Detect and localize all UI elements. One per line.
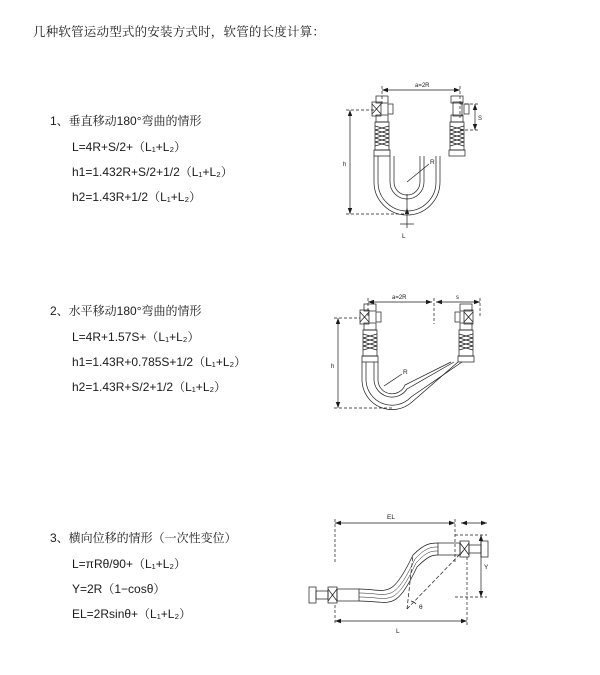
svg-text:S: S: [478, 116, 483, 122]
horizontal-180-bend-diagram: [312, 288, 497, 448]
section-horizontal-180: [50, 302, 246, 403]
svg-text:L: L: [396, 628, 400, 635]
lateral-offset-diagram: [295, 505, 505, 640]
formula-line: h1=1.43R+0.785S+1/2（L₁+L₂）: [72, 355, 247, 369]
formula-line: L=4R+S/2+（L₁+L₂）: [72, 140, 187, 154]
section-title: 1、垂直移动180°弯曲的情形: [50, 114, 202, 128]
svg-text:L: L: [402, 233, 406, 240]
formula-line: EL=2Rsinθ+（L₁+L₂）: [72, 607, 192, 621]
section-lateral-offset: [50, 529, 237, 630]
svg-text:Y: Y: [484, 564, 489, 571]
formula-line: Y=2R（1−cosθ）: [72, 582, 166, 596]
svg-text:R: R: [403, 369, 408, 376]
formula-line: L=4R+1.57S+（L₁+L₂）: [72, 330, 200, 344]
formula-line: h1=1.432R+S/2+1/2（L₁+L₂）: [72, 165, 233, 179]
svg-text:EL: EL: [387, 514, 395, 521]
svg-text:a=2R: a=2R: [415, 83, 430, 89]
formula-line: h2=1.43R+S/2+1/2（L₁+L₂）: [72, 380, 227, 394]
svg-text:h: h: [343, 162, 347, 168]
svg-text:θ: θ: [419, 604, 423, 611]
section-vertical-180: [50, 112, 233, 213]
section-title: 2、水平移动180°弯曲的情形: [50, 304, 202, 318]
svg-text:s: s: [456, 295, 459, 301]
svg-text:R: R: [430, 159, 435, 166]
svg-text:h: h: [331, 364, 335, 370]
svg-text:a=2R: a=2R: [392, 295, 407, 301]
formula-line: h2=1.43R+1/2（L₁+L₂）: [72, 190, 202, 204]
page-title: 几种软管运动型式的安装方式时，软管的长度计算：: [33, 25, 326, 39]
section-title: 3、横向位移的情形（一次性变位）: [50, 531, 237, 545]
formula-line: L=πRθ/90+（L₁+L₂）: [72, 557, 187, 571]
vertical-180-bend-diagram: [312, 78, 492, 258]
